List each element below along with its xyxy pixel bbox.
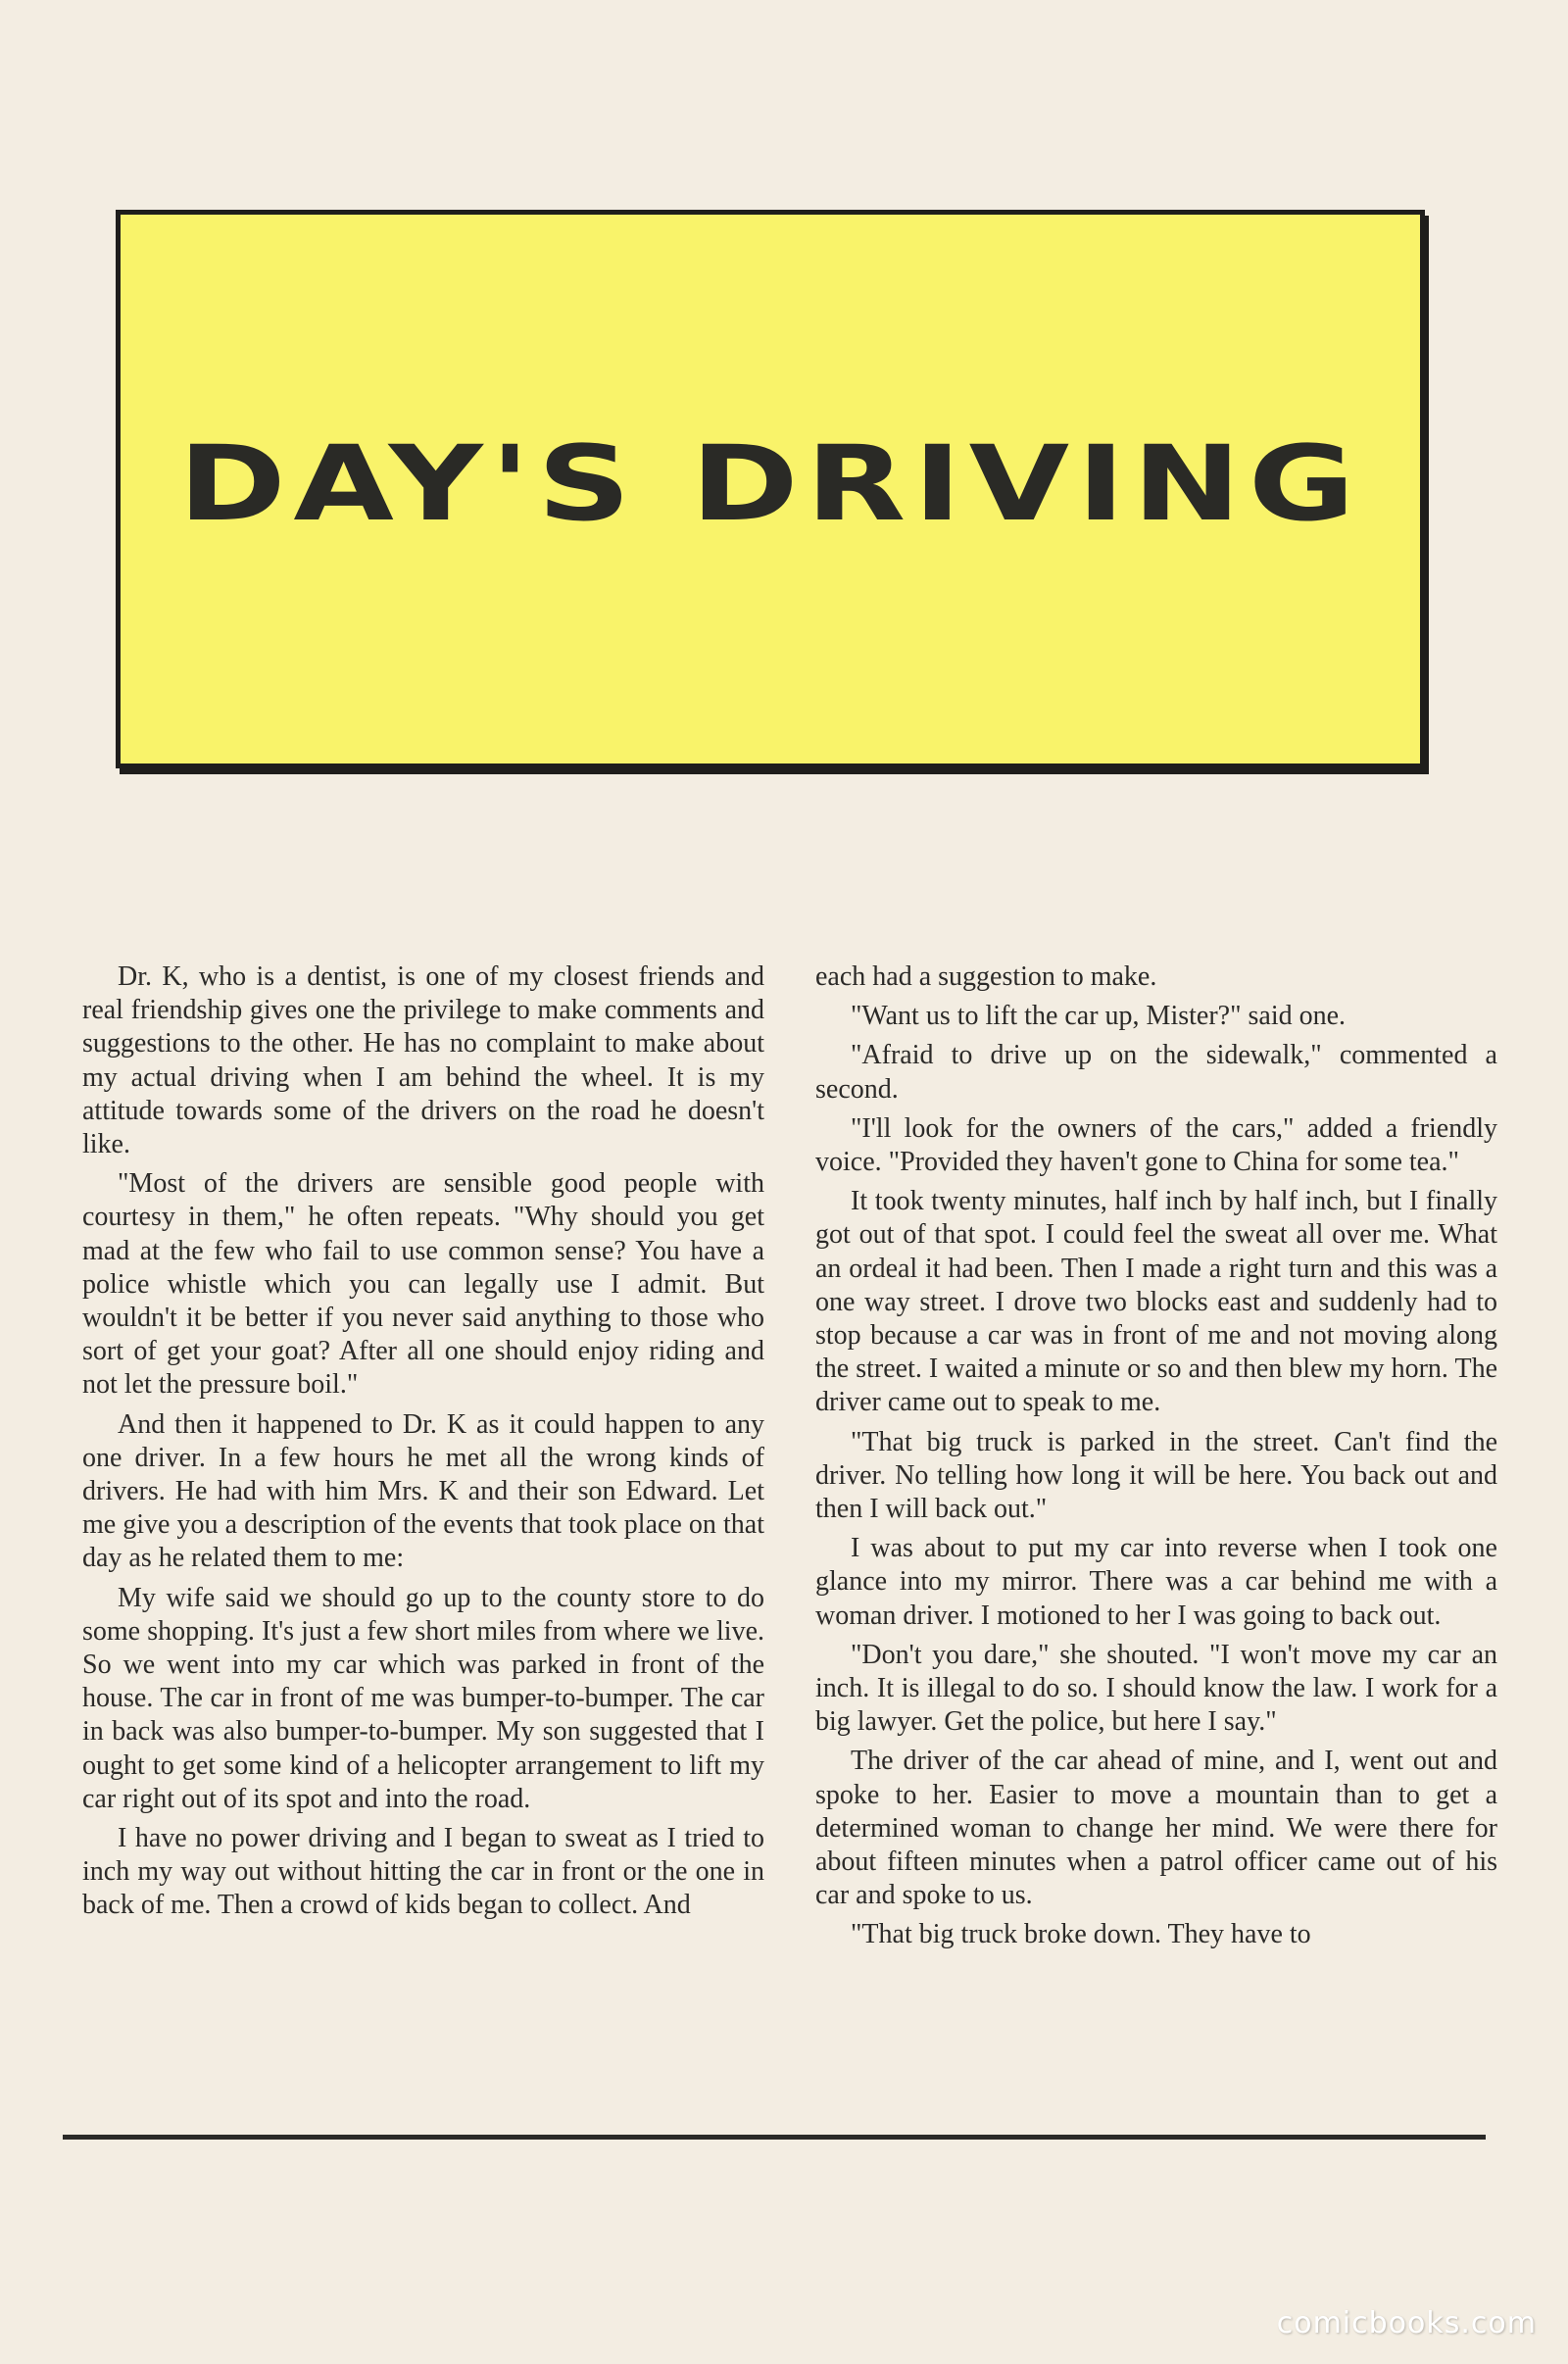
paragraph: And then it happened to Dr. K as it could happen to any one driver. In a few hours he met all the wrong kinds of drivers. He had with him Mrs. K and their son Edward. Let me give you a description of the events that took place on that day as he related them to me: bbox=[82, 1408, 764, 1574]
paragraph: "Want us to lift the car up, Mister?" said one. bbox=[851, 1001, 1347, 1032]
bottom-rule bbox=[63, 2135, 1486, 2140]
paragraph: "I'll look for the owners of the cars," added a friendly voice. "Provided they haven't gone to China for some tea." bbox=[815, 1112, 1497, 1178]
paragraph: "Don't you dare," she shouted. "I won't move my car an inch. It is illegal to do so. I should know the law. I work for a big lawyer. Get the police, but here I say." bbox=[815, 1639, 1497, 1738]
paragraph: Dr. K, who is a dentist, is one of my closest friends and real friendship gives one the privilege to make comments and suggestions to the other. He has no complaint to make about my actual driving when I am behind the wheel. It is my attitude towards some of the drivers on the road he doesn't like. bbox=[82, 961, 764, 1160]
paragraph: each had a suggestion to make. bbox=[815, 961, 1157, 992]
paragraph: "Most of the drivers are sensible good people with courtesy in them," he often repeats. "Why should you get mad at the few who fail to use common sense? You have a police whistle which you can legally use I admit. But wouldn't it be better if you never said anything to those who sort of get your goat? After all one should enjoy riding and not let the pressure boil." bbox=[82, 1168, 764, 1401]
right-column bbox=[815, 960, 1497, 1958]
paragraph: The driver of the car ahead of mine, and I, went out and spoke to her. Easier to move a mountain than to get a determined woman to change her mind. We were there for about fifteen minutes when a patrol officer came out of his car and spoke to us. bbox=[815, 1746, 1497, 1911]
title-banner bbox=[116, 210, 1425, 768]
paragraph: "Afraid to drive up on the sidewalk," commented a second. bbox=[815, 1040, 1497, 1105]
paragraph: "That big truck is parked in the street. Can't find the driver. No telling how long it will be here. You back out and then I will back out." bbox=[815, 1426, 1497, 1525]
page-title: DAY'S DRIVING bbox=[177, 423, 1363, 544]
paragraph: It took twenty minutes, half inch by half inch, but I finally got out of that spot. I could feel the sweat all over me. What an ordeal it had been. Then I made a right turn and this was a one way street. I drove two blocks east and suddenly had to stop because a car was in front of me and not moving along the street. I waited a minute or so and then blew my horn. The driver came out to speak to me. bbox=[815, 1186, 1497, 1418]
left-column bbox=[82, 960, 764, 1929]
paragraph: "That big truck broke down. They have to bbox=[851, 1919, 1311, 1950]
watermark: comicbooks.com bbox=[1276, 2306, 1537, 2340]
paragraph: I was about to put my car into reverse when I took one glance into my mirror. There was a car behind me with a woman driver. I motioned to her I was going to back out. bbox=[815, 1533, 1497, 1631]
paragraph: My wife said we should go up to the county store to do some shopping. It's just a few short miles from where we live. So we went into my car which was parked in front of the house. The car in front of me was bumper-to-bumper. The car in back was also bumper-to-bumper. My son suggested that I ought to get some kind of a helicopter arrangement to lift my car right out of its spot and into the road. bbox=[82, 1582, 764, 1814]
paragraph: I have no power driving and I began to sweat as I tried to inch my way out without hitting the car in front or the one in back of me. Then a crowd of kids began to collect. And bbox=[82, 1823, 764, 1921]
